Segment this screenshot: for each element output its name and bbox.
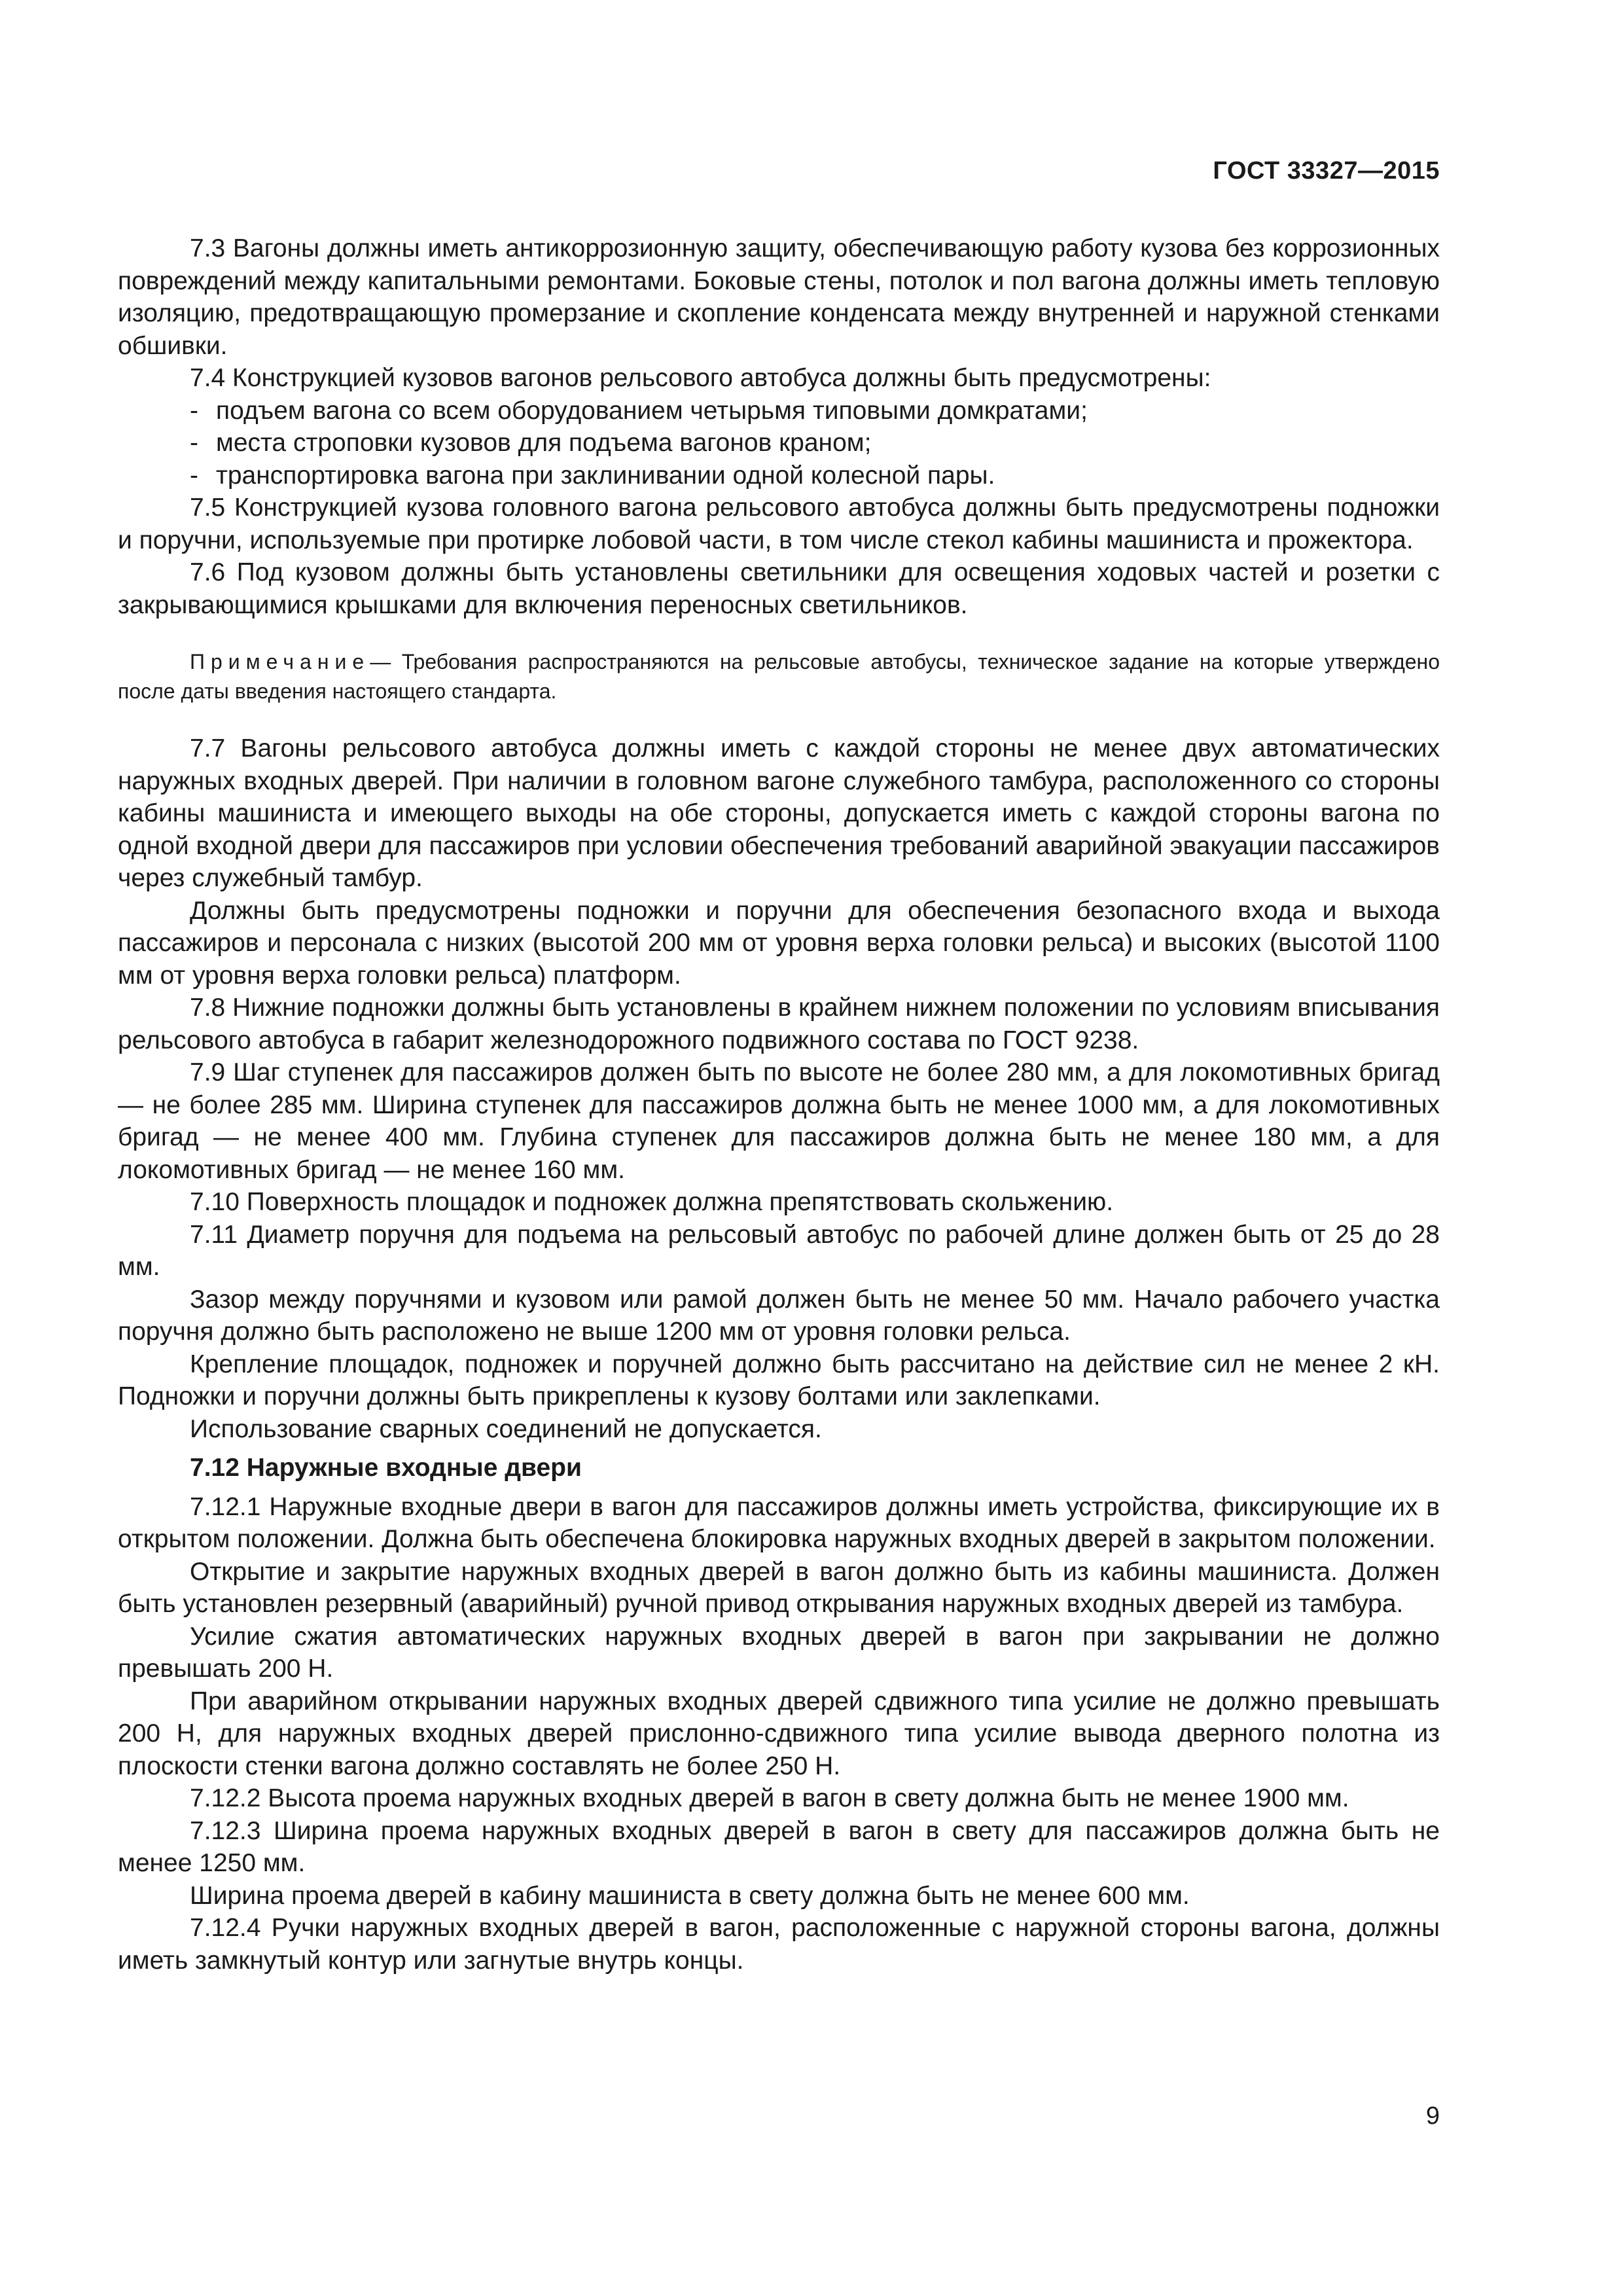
paragraph-7-12-1-opening: Открытие и закрытие наружных входных дверей в вагон должно быть из кабины машиниста. Должен быть установлен резервный (аварийный) ручной привод открывания наружных входных дверей из тамбура. <box>118 1557 1440 1618</box>
list-item <box>118 427 1440 459</box>
list-item-text: транспортировка вагона при заклинивании одной колесной пары. <box>216 461 995 490</box>
paragraph-7-6: 7.6 Под кузовом должны быть установлены светильники для освещения ходовых частей и розетки с закрывающимися крышками для включения переносных светильников. <box>118 558 1440 619</box>
paragraph-7-8: 7.8 Нижние подножки должны быть установлены в крайнем нижнем положении по условиям вписывания рельсового автобуса в габарит железнодорожного подвижного состава по ГОСТ 9238. <box>118 994 1440 1054</box>
paragraph-7-4: 7.4 Конструкцией кузовов вагонов рельсового автобуса должны быть предусмотрены: <box>190 364 1211 392</box>
paragraph-7-7-continued: Должны быть предусмотрены подножки и поручни для обеспечения безопасного входа и выхода пассажиров и персонала с низких (высотой 200 мм от уровня верха головки рельса) и высоких (высотой 1100 мм от уровня верха головки рельса) платформ. <box>118 896 1440 990</box>
paragraph-7-11-welding: Использование сварных соединений не допускается. <box>190 1414 822 1443</box>
list-item-text: места строповки кузовов для подъема вагонов краном; <box>216 429 872 457</box>
paragraph-7-12-3: 7.12.3 Ширина проема наружных входных дверей в вагон в свету для пассажиров должна быть не менее 1250 мм. <box>118 1816 1440 1877</box>
document-page <box>118 0 1440 2296</box>
dash-marker: - <box>190 461 198 490</box>
page-number: 9 <box>1425 2102 1440 2130</box>
dash-marker: - <box>190 396 198 425</box>
paragraph-7-11-gap: Зазор между поручнями и кузовом или рамой должен быть не менее 50 мм. Начало рабочего участка поручня должно быть расположено не выше 1200 мм от уровня головки рельса. <box>118 1285 1440 1346</box>
paragraph-7-11-mounting: Крепление площадок, подножек и поручней должно быть рассчитано на действие сил не менее 2 кН. Подножки и поручни должны быть прикреплены к кузову болтами или заклепками. <box>118 1350 1440 1410</box>
list-item <box>118 459 1440 492</box>
paragraph-7-12-1-emergency: При аварийном открывании наружных входных дверей сдвижного типа усилие не должно превышать 200 Н, для наружных входных дверей прислонно-сдвижного типа усилие вывода дверного полотна из плоскости стенки вагона должно составлять не более 250 Н. <box>118 1687 1440 1780</box>
paragraph-7-5: 7.5 Конструкцией кузова головного вагона рельсового автобуса должны быть предусмотрены подножки и поручни, используемые при протирке лобовой части, в том числе стекол кабины машиниста и прожектора. <box>118 493 1440 554</box>
paragraph-7-9: 7.9 Шаг ступенек для пассажиров должен быть по высоте не более 280 мм, а для локомотивных бригад — не более 285 мм. Ширина ступенек для пассажиров должна быть не менее 1000 мм, а для локомотивных бригад — не менее 400 мм. Глубина ступенек для пассажиров должна быть не менее 180 мм, а для локомотивных бригад — не менее 160 мм. <box>118 1058 1440 1184</box>
list-item <box>118 395 1440 427</box>
dash-marker: - <box>190 429 198 457</box>
paragraph-7-12-3-cabin: Ширина проема дверей в кабину машиниста в свету должна быть не менее 600 мм. <box>190 1881 1190 1910</box>
document-id: ГОСТ 33327—2015 <box>1213 157 1440 185</box>
paragraph-7-12-1-force: Усилие сжатия автоматических наружных входных дверей в вагон при закрывании не должно превышать 200 Н. <box>118 1622 1440 1683</box>
section-heading-7-12: 7.12 Наружные входные двери <box>190 1454 582 1482</box>
paragraph-7-10: 7.10 Поверхность площадок и подножек должна препятствовать скольжению. <box>190 1188 1114 1216</box>
document-body <box>118 232 1440 1977</box>
list-item-text: подъем вагона со всем оборудованием четырьмя типовыми домкратами; <box>216 396 1088 425</box>
paragraph-7-12-2: 7.12.2 Высота проема наружных входных дверей в вагон в свету должна быть не менее 1900 мм. <box>190 1784 1349 1812</box>
note <box>118 647 1440 706</box>
paragraph-7-7: 7.7 Вагоны рельсового автобуса должны иметь с каждой стороны не менее двух автоматических наружных входных дверей. При наличии в головном вагоне служебного тамбура, расположенного со стороны кабины машиниста и имеющего выходы на обе стороны, допускается иметь с каждой стороны вагона по одной входной двери для пассажиров при условии обеспечения требований аварийной эвакуации пассажиров через служебный тамбур. <box>118 734 1440 892</box>
paragraph-7-12-4: 7.12.4 Ручки наружных входных дверей в вагон, расположенные с наружной стороны вагона, должны иметь замкнутый контур или загнутые внутрь концы. <box>118 1914 1440 1975</box>
paragraph-7-12-1: 7.12.1 Наружные входные двери в вагон для пассажиров должны иметь устройства, фиксирующие их в открытом положении. Должна быть обеспечена блокировка наружных входных дверей в закрытом положении. <box>118 1492 1440 1553</box>
note-text: — Требования распространяются на рельсовые автобусы, техническое задание на которые утверждено после даты введения настоящего стандарта. <box>118 650 1440 703</box>
paragraph-7-3: 7.3 Вагоны должны иметь антикоррозионную защиту, обеспечивающую работу кузова без коррозионных повреждений между капитальными ремонтами. Боковые стены, потолок и пол вагона должны иметь тепловую изоляцию, предотвращающую промерзание и скопление конденсата между внутренней и наружной стенками обшивки. <box>118 234 1440 360</box>
paragraph-7-11: 7.11 Диаметр поручня для подъема на рельсовый автобус по рабочей длине должен быть от 25 до 28 мм. <box>118 1220 1440 1281</box>
note-label: Примечание <box>190 650 370 673</box>
